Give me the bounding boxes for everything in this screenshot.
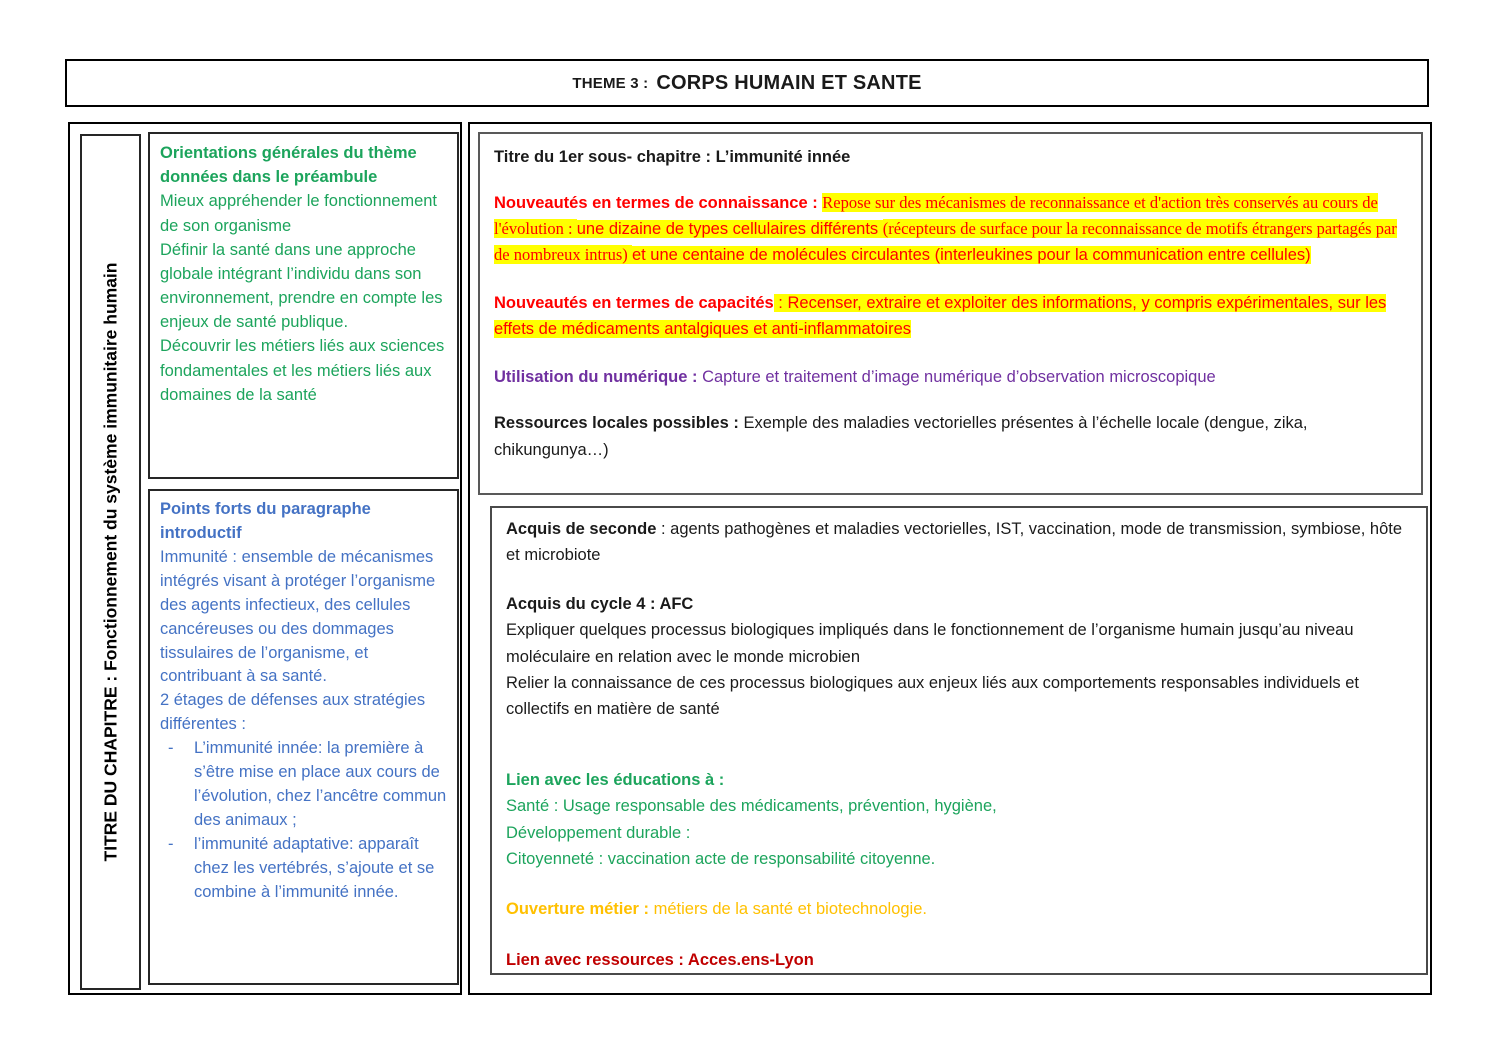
connaissance-segment: et une centaine de molécules circulantes (interleukines pour la communication entre cellules) [631,246,1311,265]
subchapter-title: Titre du 1er sous- chapitre : L’immunité innée [494,148,851,166]
educations-line: Santé : Usage responsable des médicaments, prévention, hygiène, [506,797,997,816]
educations-heading: Lien avec les éducations à : [506,770,725,789]
ouverture-metier-text: métiers de la santé et biotechnologie. [653,900,927,919]
educations-line: Citoyenneté : vaccination acte de responsabilité citoyenne. [506,849,936,868]
numerique-paragraph [494,364,1407,390]
ressources-locales-paragraph [494,410,1407,462]
list-item [160,737,447,833]
bullet-text: L’immunité innée: la première à s’être mise en place aux cours de l’évolution, chez l’ancêtre commun des animaux ; [194,739,447,829]
points-forts-line: 2 étages de défenses aux stratégies différentes : [160,691,426,734]
bullet-text: l’immunité adaptative: apparaît chez les vertébrés, s’ajoute et se combine à l’immunité innée. [194,834,435,901]
bullet-dash: - [168,834,174,853]
numerique-text: Capture et traitement d’image numérique d’observation microscopique [702,368,1216,387]
capacites-label: Nouveautés en termes de capacités [494,294,774,313]
points-forts-heading: Points forts du paragraphe introductif [160,500,371,542]
chapter-title-value: Fonctionnement du système immunitaire humain [100,262,120,671]
orientations-paragraph: Mieux appréhender le fonctionnement de son organisme [160,192,438,235]
points-forts-box [148,489,459,985]
connaissance-segment: (récepteurs de surface pour la reconnaissance de motifs étrangers partagés par de nombreux intrus) [494,219,1397,265]
connaissance-paragraph [494,190,1407,268]
acquis-seconde-paragraph [506,516,1412,569]
ouverture-metier-label: Ouverture métier : [506,900,654,919]
bullet-dash: - [168,739,174,758]
ressources-locales-label: Ressources locales possibles : [494,414,744,433]
orientations-box [148,132,459,479]
numerique-label: Utilisation du numérique : [494,368,703,387]
chapter-title-vertical-text [100,263,121,862]
subchapter-box [478,132,1423,495]
orientations-paragraph: Définir la santé dans une approche globale intégrant l’individu dans son environnement, prendre en compte les enjeux de santé publique. [160,240,443,332]
acquis-seconde-label: Acquis de seconde [506,520,657,538]
lien-ressources-line: Lien avec ressources : Acces.ens-Lyon [506,950,814,969]
connaissance-label: Nouveautés en termes de connaissance : [494,194,823,213]
capacites-text: : Recenser, extraire et exploiter des informations, y compris expérimentales, sur les effets de médicaments antalgiques et anti-inflammatoires [494,294,1387,339]
list-item [160,833,447,905]
connaissance-segment: Repose sur des mécanismes de reconnaissance et d'action très conservés au cours de l'évolution : [494,193,1378,239]
acquis-cycle4-heading: Acquis du cycle 4 : AFC [506,594,694,613]
points-forts-bullet-list [160,737,447,904]
chapter-title-label: TITRE DU CHAPITRE : [100,675,120,862]
educations-line: Développement durable : [506,823,691,842]
chapter-title-box [80,134,141,990]
theme-title-box [65,59,1429,107]
ouverture-metier-paragraph [506,896,1412,922]
orientations-heading: Orientations générales du thème données dans le préambule [160,144,417,187]
connaissance-segment: une dizaine de types cellulaires différents [576,220,883,239]
acquis-cycle4-line: Relier la connaissance de ces processus biologiques aux enjeux liés aux comportements responsables individuels et collectifs en matière de santé [506,673,1359,719]
acquis-cycle4-line: Expliquer quelques processus biologiques impliqués dans le fonctionnement de l’organisme humain jusqu’au niveau moléculaire en relation avec le monde microbien [506,621,1354,666]
theme-title-prefix: THEME 3 : [572,74,649,92]
theme-title-main: CORPS HUMAIN ET SANTE [656,71,922,94]
ressources-locales-text: Exemple des maladies vectorielles présentes à l’échelle locale (dengue, zika, chikungunya…) [494,414,1308,459]
acquis-seconde-text: : agents pathogènes et maladies vectorielles, IST, vaccination, mode de transmission, symbiose, hôte et microbiote [506,520,1403,565]
orientations-paragraph: Découvrir les métiers liés aux sciences fondamentales et les métiers liés aux domaines de la santé [160,337,445,404]
capacites-paragraph [494,290,1407,342]
points-forts-intro: Immunité : ensemble de mécanismes intégrés visant à protéger l’organisme des agents infectieux, des cellules cancéreuses ou des dommages tissulaires de l’organisme, et contribuant à sa santé. [160,547,436,686]
acquis-box [490,506,1428,975]
